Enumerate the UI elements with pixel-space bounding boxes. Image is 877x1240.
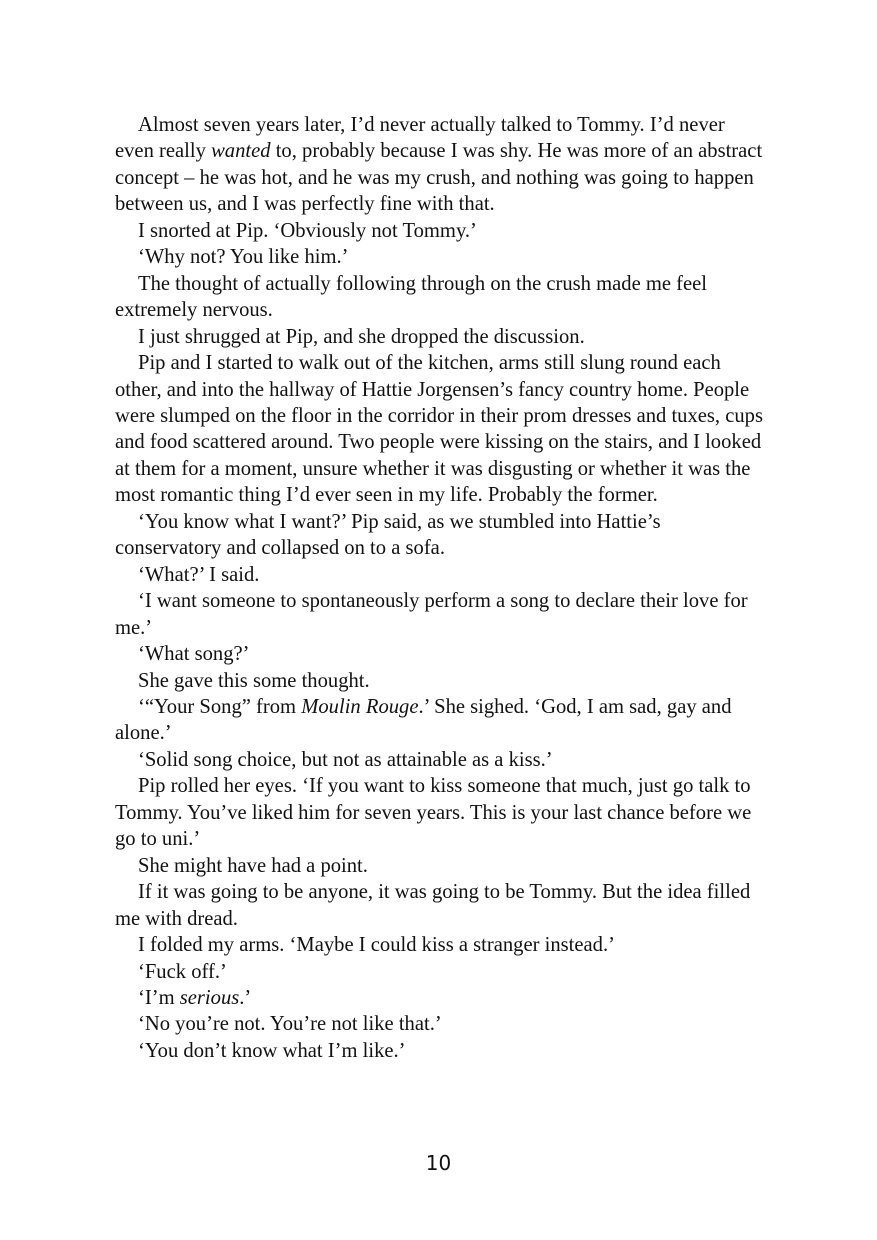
text-run: If it was going to be anyone, it was going to be Tommy. But the idea filled me with dread. — [115, 881, 751, 930]
paragraph — [115, 853, 765, 879]
text-run: ‘You don’t know what I’m like.’ — [138, 1039, 406, 1062]
text-run: ‘I want someone to spontaneously perform a song to declare their love for me.’ — [115, 590, 748, 639]
text-run: Pip and I started to walk out of the kitchen, arms still slung round each other, and into the hallway of Hattie Jorgensen’s fancy country home. People were slumped on the floor in the corridor in their prom dresses and tuxes, cups and food scattered around. Two people were kissing on the stairs, and I looked at them for a moment, unsure whether it was disgusting or whether it was the most romantic thing I’d ever seen in my life. Probably the former. — [115, 352, 763, 507]
paragraph — [115, 1011, 765, 1037]
italic-text-run: serious — [179, 986, 240, 1009]
text-run: .’ — [239, 986, 252, 1009]
text-run: ‘Solid song choice, but not as attainable as a kiss.’ — [138, 748, 553, 771]
paragraph — [115, 985, 765, 1011]
body-text — [115, 112, 765, 1064]
text-run: She gave this some thought. — [138, 669, 370, 692]
text-run: Pip rolled her eyes. ‘If you want to kiss someone that much, just go talk to Tommy. You’ve liked him for seven years. This is your last chance before we go to uni.’ — [115, 775, 752, 851]
text-run: ‘“Your Song” from — [138, 695, 302, 718]
paragraph — [115, 694, 765, 747]
text-run: Almost seven years later, I’d never actually talked to Tommy. I’d never even really — [115, 114, 725, 163]
text-run: ‘You know what I want?’ Pip said, as we stumbled into Hattie’s conservatory and collapsed on to a sofa. — [115, 510, 661, 560]
text-run: ‘Why not? You like him.’ — [138, 246, 349, 269]
paragraph — [115, 588, 765, 641]
text-run: She might have had a point. — [138, 854, 368, 877]
text-run: ‘What?’ I said. — [138, 563, 260, 586]
text-run: ‘No you’re not. You’re not like that.’ — [138, 1013, 442, 1036]
text-run: ‘Fuck off.’ — [138, 960, 227, 983]
paragraph — [115, 641, 765, 667]
italic-text-run: wanted — [211, 140, 271, 163]
paragraph — [115, 112, 765, 218]
paragraph — [115, 509, 765, 562]
text-run: ‘What song?’ — [138, 643, 250, 666]
paragraph — [115, 271, 765, 324]
paragraph — [115, 218, 765, 244]
paragraph — [115, 747, 765, 773]
paragraph — [115, 879, 765, 932]
paragraph — [115, 324, 765, 350]
page-number: 10 — [425, 1151, 452, 1175]
text-run: I snorted at Pip. ‘Obviously not Tommy.’ — [138, 219, 477, 242]
paragraph — [115, 932, 765, 958]
italic-text-run: Moulin Rouge — [301, 695, 419, 718]
text-run: .’ She sighed. ‘God, I am sad, gay and alone.’ — [115, 695, 732, 745]
paragraph — [115, 959, 765, 985]
text-run: The thought of actually following through on the crush made me feel extremely nervous. — [115, 272, 708, 322]
paragraph — [115, 350, 765, 509]
text-run: I folded my arms. ‘Maybe I could kiss a stranger instead.’ — [138, 934, 615, 957]
paragraph — [115, 773, 765, 852]
text-run: I just shrugged at Pip, and she dropped the discussion. — [138, 325, 585, 348]
paragraph — [115, 562, 765, 588]
text-run: to, probably because I was shy. He was more of an abstract concept – he was hot, and he was my crush, and nothing was going to happen between us, and I was perfectly fine with that. — [115, 140, 763, 216]
paragraph — [115, 1038, 765, 1064]
paragraph — [115, 244, 765, 270]
paragraph — [115, 668, 765, 694]
text-run: ‘I’m — [138, 986, 180, 1009]
